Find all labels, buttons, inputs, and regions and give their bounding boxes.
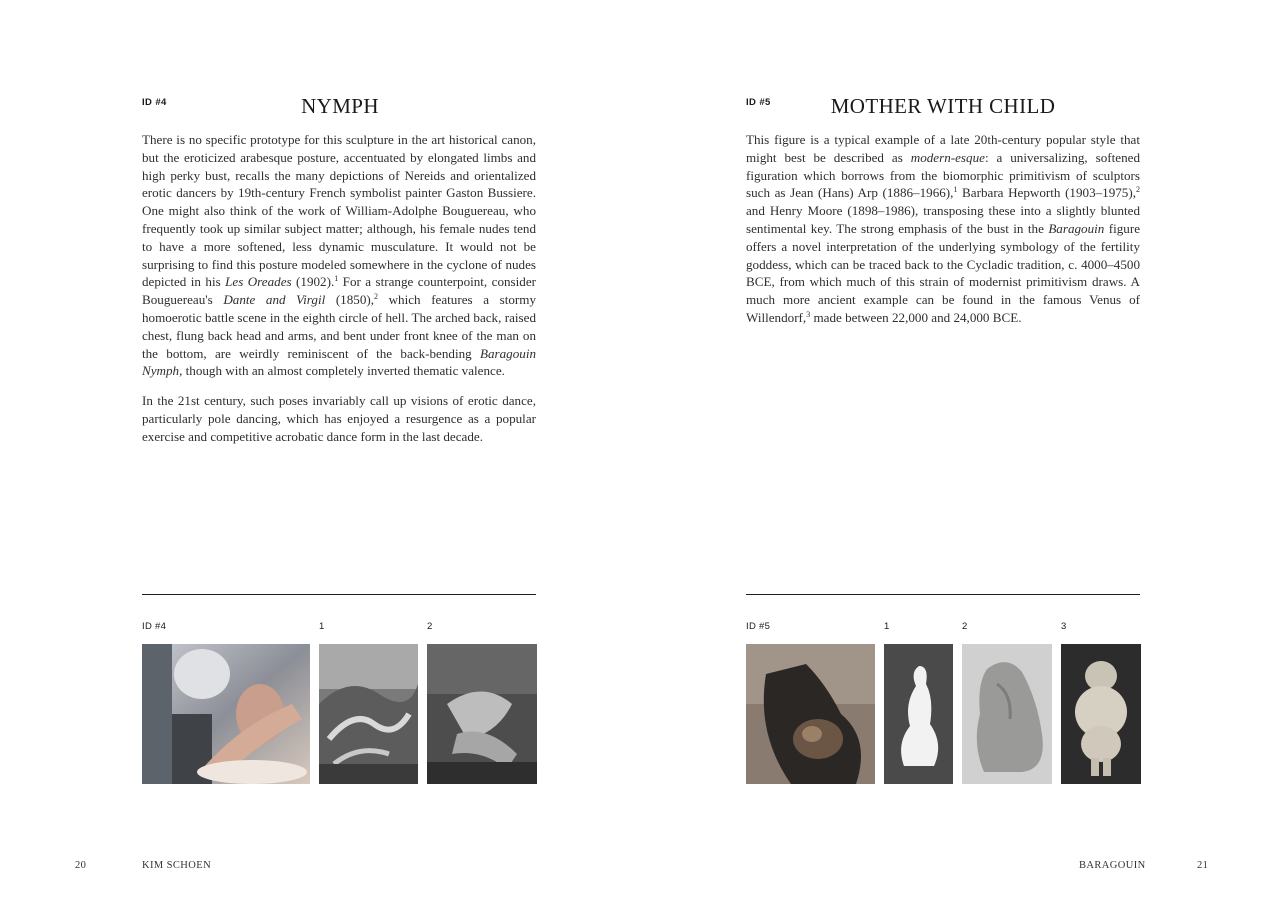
right-caption-id: ID #5 bbox=[746, 621, 771, 632]
left-paragraph-2: In the 21st century, such poses invariably call up visions of erotic dance, particularly pole dancing, which has enjoyed a resurgence as a popular exercise and competitive acrobatic dance form in the last decade. bbox=[142, 393, 536, 444]
nymph-sculpture-photo bbox=[142, 644, 310, 784]
right-paragraph-1: This figure is a typical example of a late 20th-century popular style that might best be described as modern-esque: a universalizing, softened figuration which borrows from the biomorphic primitivism of sculptors such as Jean (Hans) Arp (1886–1966),$^1$ Barbara Hepworth (1903–1975),$^2$ and Henry Moore (1898–1986), transposing these into a slightly blunted sentimental key. The strong emphasis of the bust in the Baragouin figure offers a novel interpretation of the underlying symbology of the fertility goddess, which can be traced back to the Cycladic tradition, c. 4000–4500 BCE, from which much of this strain of modernist primitivism draws. A much more ancient example can be found in the famous Venus of Willendorf,$^3$ made between 22,000 and 24,000 BCE. bbox=[746, 132, 1141, 325]
dante-and-virgil-painting bbox=[427, 644, 537, 784]
left-caption-2: 2 bbox=[427, 621, 433, 632]
right-page-number: 21 bbox=[1197, 860, 1209, 871]
arp-sculpture-photo bbox=[884, 644, 953, 784]
right-page-title: MOTHER WITH CHILD bbox=[830, 94, 1056, 118]
left-page-number: 20 bbox=[75, 860, 87, 871]
left-running-head: KIM SCHOEN bbox=[142, 860, 212, 871]
right-caption-1: 1 bbox=[884, 621, 890, 632]
venus-of-willendorf-photo bbox=[1061, 644, 1141, 784]
hepworth-sculpture-photo bbox=[962, 644, 1052, 784]
left-paragraph-1: There is no specific prototype for this sculpture in the art historical canon, but the eroticized arabesque posture, accentuated by elongated limbs and high perky bust, recalls the many depictions of Nereids and orientalized erotic dancers by 19th-century French symbolist painter Gaston Bussiere. One might also think of the work of William-Adolphe Bouguereau, who frequently took up similar subject matter; although, his female nudes tend to have a more softened, less dynamic musculature. It would not be surprising to find this posture modeled somewhere in the cyclone of nudes depicted in his Les Oreades (1902).$^1$ For a strange counterpoint, consider Bouguereau's Dante and Virgil (1850),$^2$ which features a stormy homoerotic battle scene in the eighth circle of hell. The arched back, raised chest, flung back head and arms, and bent under front knee of the man on the bottom, are weirdly reminiscent of the back-bending Baragouin Nymph, though with an almost completely inverted thematic valence. bbox=[142, 132, 536, 379]
les-oreades-painting bbox=[319, 644, 418, 784]
left-body-text bbox=[142, 131, 536, 458]
right-caption-2: 2 bbox=[962, 621, 968, 632]
left-caption-id: ID #4 bbox=[142, 621, 167, 632]
left-caption-1: 1 bbox=[319, 621, 325, 632]
right-divider-rule bbox=[746, 594, 1140, 595]
left-page-title: NYMPH bbox=[301, 94, 379, 118]
left-id-label: ID #4 bbox=[142, 97, 167, 108]
mother-with-child-photo bbox=[746, 644, 875, 784]
right-running-head: BARAGOUIN bbox=[1079, 860, 1146, 871]
right-body-text bbox=[746, 131, 1140, 339]
left-divider-rule bbox=[142, 594, 536, 595]
right-id-label: ID #5 bbox=[746, 97, 771, 108]
right-caption-3: 3 bbox=[1061, 621, 1067, 632]
